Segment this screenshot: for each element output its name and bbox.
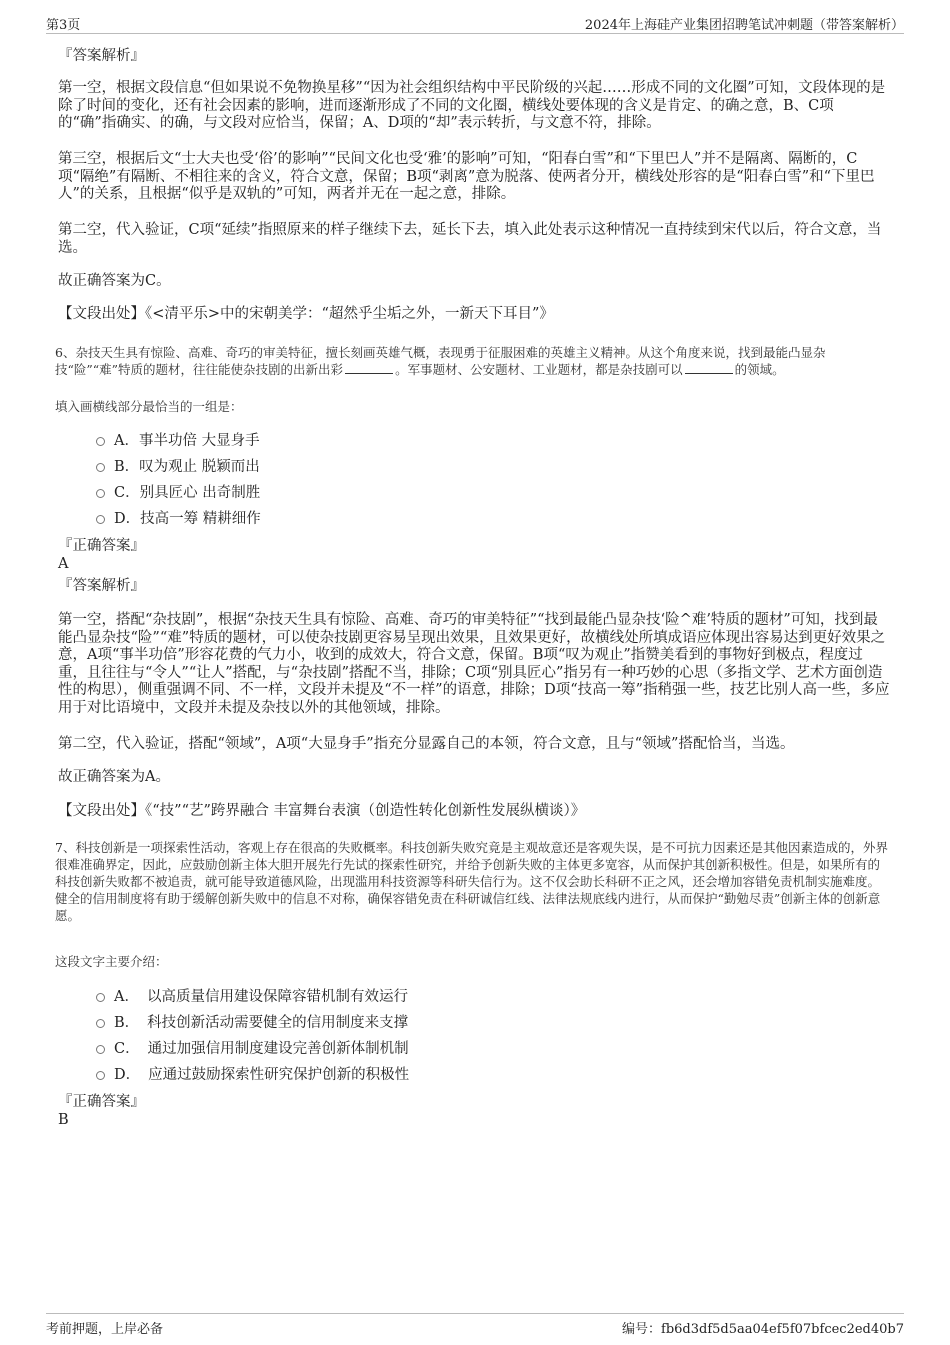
q5-conclusion: 故正确答案为C。 — [58, 273, 171, 289]
q6-analysis-title: 『答案解析』 — [58, 578, 145, 594]
page-number: 第3页 — [46, 18, 81, 33]
q5-source: 【文段出处】《<清平乐>中的宋朝美学：“超然乎尘垢之外，一新天下耳目”》 — [58, 306, 554, 322]
q7-answer-title: 『正确答案』 — [58, 1094, 145, 1110]
q7-option-b[interactable]: B． 科技创新活动需要健全的信用制度来支撑 — [96, 1014, 408, 1032]
q6-stem-part-1: 6、杂技天生具有惊险、高难、奇巧的审美特征，擅长刻画英雄气概，表现勇于征服困难的英雄主义精神。从这个角度来说，找到最能凸显杂技“险”“难”特质的题材，往往能使杂技剧的出新出彩 — [55, 345, 826, 377]
radio-icon[interactable] — [96, 437, 105, 446]
q6-source: 【文段出处】《“技”“艺”跨界融合 丰富舞台表演（创造性转化创新性发展纵横谈）》 — [58, 803, 586, 819]
q7-stem: 7、科技创新是一项探索性活动，客观上存在很高的失败概率。科技创新失败究竟是主观故意还是客观失误，是不可抗力因素还是其他因素造成的，外界很难准确界定，因此，应鼓励创新主体大胆开展先行先试的探索性研究，并给予创新失败的主体更多宽容，从而保护其创新积极性。但是，如果所有的科技创新失败都不被追责，就可能导致道德风险，出现滥用科技资源等科研失信行为。这不仅会助长科研不正之风，还会增加容错免责机制实施难度。健全的信用制度将有助于缓解创新失败中的信息不对称，确保容错免责在科研诚信红线、法律法规底线内进行，从而保护“勤勉尽责”创新主体的创新意愿。 — [55, 840, 888, 923]
radio-icon[interactable] — [96, 993, 105, 1002]
q6-option-c[interactable]: C．别具匠心 出奇制胜 — [96, 484, 260, 502]
q6-conclusion: 故正确答案为A。 — [58, 769, 170, 785]
q6-stem-part-2: 。军事题材、公安题材、工业题材，都是杂技剧可以 — [395, 362, 683, 377]
page-header — [46, 12, 904, 34]
q7-answer: B — [58, 1112, 69, 1128]
q6-analysis-para2: 第二空，代入验证，搭配“领域”，A项“大显身手”指充分显露自己的本领，符合文意，且与“领域”搭配恰当，当选。 — [58, 736, 795, 752]
q6-prompt: 填入画横线部分最恰当的一组是： — [55, 399, 243, 414]
page-footer — [46, 1313, 904, 1335]
q5-analysis-para1: 第一空，根据文段信息“但如果说不免物换星移”“因为社会组织结构中平民阶级的兴起……形成不同的文化圈”可知，文段体现的是除了时间的变化，还有社会因素的影响，进而逐渐形成了不同的文化圈，横线处要体现的含义是肯定、的确之意，B、C项的“确”指确实、的确，与文段对应恰当，保留；A、D项的“却”表示转折，与文意不符，排除。 — [58, 80, 886, 131]
q6-option-d[interactable]: D．技高一筹 精耕细作 — [96, 510, 261, 528]
q7-prompt: 这段文字主要介绍： — [55, 954, 168, 969]
document-title: 2024年上海硅产业集团招聘笔试冲刺题（带答案解析） — [584, 18, 904, 33]
radio-icon[interactable] — [96, 515, 105, 524]
radio-icon[interactable] — [96, 1019, 105, 1028]
radio-icon[interactable] — [96, 463, 105, 472]
q6-stem — [55, 344, 890, 378]
q6-blank-1 — [345, 362, 393, 374]
footer-doc-id: 编号：fb6d3df5d5aa04ef5f07bfcec2ed40b7 — [622, 1322, 904, 1337]
q6-analysis-para1: 第一空，搭配“杂技剧”，根据“杂技天生具有惊险、高难、奇巧的审美特征”“找到最能凸显杂技‘险^难’特质的题材”可知，找到最能凸显杂技“险”“难”特质的题材，可以使杂技剧更容易呈现出效果，且效果更好，故横线处所填成语应体现出容易达到更好效果之意，A项“事半功倍”形容花费的气力小，收到的成效大，符合文意，保留。B项“叹为观止”指赞美看到的事物好到极点，程度过重，且往往与“令人”“让人”搭配，与“杂技剧”搭配不当，排除；C项“别具匠心”指另有一种巧妙的心思（多指文学、艺术方面创造性的构思），侧重强调不同、不一样，文段并未提及“不一样”的语意，排除；D项“技高一筹”指稍强一些，技艺比别人高一些，多应用于对比语境中，文段并未提及杂技以外的其他领域，排除。 — [58, 612, 890, 716]
radio-icon[interactable] — [96, 489, 105, 498]
q6-blank-2 — [685, 362, 733, 374]
q5-analysis-para2: 第三空，根据后文“士大夫也受‘俗’的影响”“民间文化也受‘雅’的影响”可知，“阳春白雪”和“下里巴人”并不是隔离、隔断的，C项“隔绝”有隔断、不相往来的含义，符合文意，保留；B项“剥离”意为脱落、使两者分开，横线处形容的是“阳春白雪”和“下里巴人”的关系，且根据“似乎是双轨的”可知，两者并无在一起之意，排除。 — [58, 151, 875, 202]
radio-icon[interactable] — [96, 1045, 105, 1054]
q6-stem-part-3: 的领域。 — [734, 362, 785, 377]
q7-option-c[interactable]: C． 通过加强信用制度建设完善创新体制机制 — [96, 1040, 409, 1058]
q5-analysis-title: 『答案解析』 — [58, 48, 145, 64]
footer-slogan: 考前押题，上岸必备 — [46, 1322, 164, 1337]
q6-option-a[interactable]: A．事半功倍 大显身手 — [96, 432, 260, 450]
q6-option-b[interactable]: B．叹为观止 脱颖而出 — [96, 458, 260, 476]
q5-analysis-para3: 第二空，代入验证，C项“延续”指照原来的样子继续下去，延长下去，填入此处表示这种情况一直持续到宋代以后，符合文意，当选。 — [58, 222, 882, 256]
q6-answer-title: 『正确答案』 — [58, 538, 145, 554]
q7-option-a[interactable]: A． 以高质量信用建设保障容错机制有效运行 — [96, 988, 408, 1006]
q6-answer: A — [58, 556, 69, 572]
q7-option-d[interactable]: D． 应通过鼓励探索性研究保护创新的积极性 — [96, 1066, 409, 1084]
radio-icon[interactable] — [96, 1071, 105, 1080]
